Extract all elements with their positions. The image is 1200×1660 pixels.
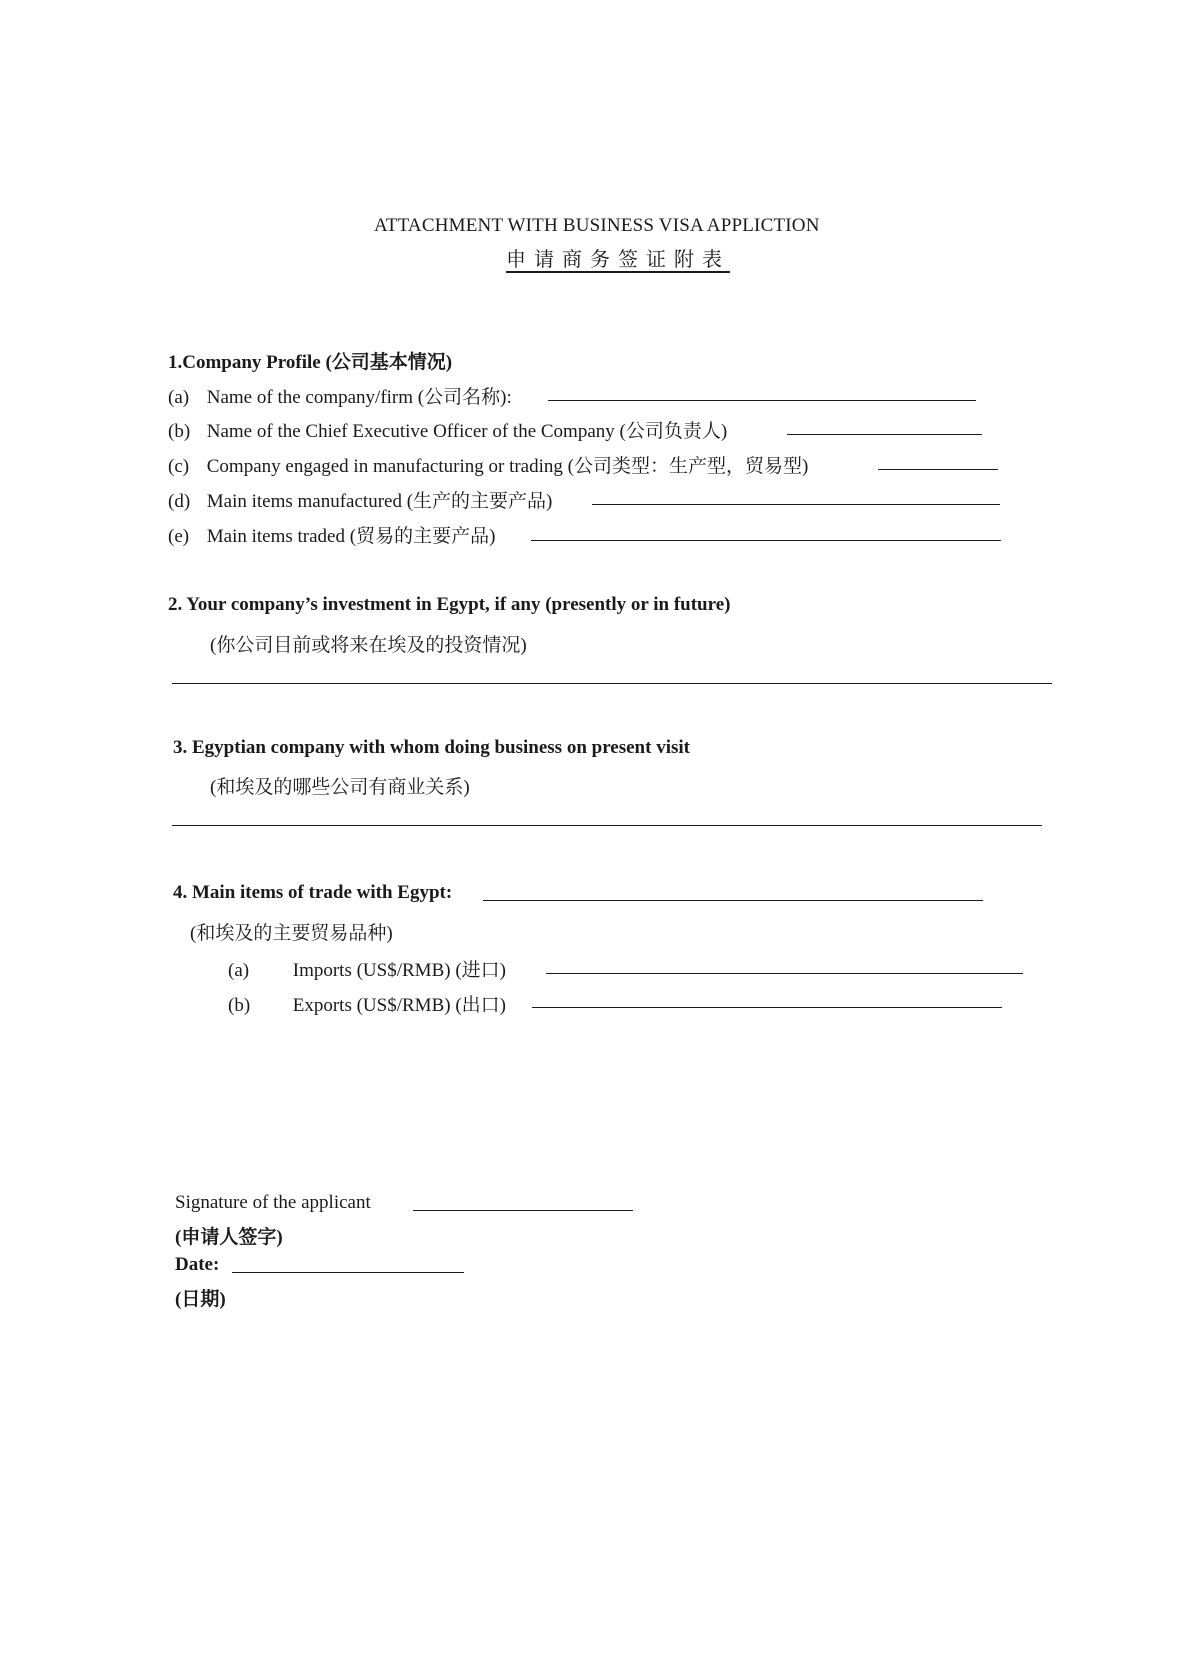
item-label: (c) (168, 456, 190, 477)
section3-heading: 3. Egyptian company with whom doing business on present visit (173, 737, 690, 758)
item-label: (e) (168, 526, 190, 547)
signature-field[interactable] (413, 1210, 633, 1211)
company-type-field[interactable] (878, 469, 998, 470)
imports-label: Imports (US$/RMB) (进口) (292, 960, 506, 981)
item-label: (b) (228, 995, 251, 1016)
date-label-cn: (日期) (175, 1289, 226, 1310)
exports-field[interactable] (532, 1007, 1002, 1008)
company-name-row (168, 382, 512, 409)
items-manufactured-label: Main items manufactured (生产的主要产品) (206, 491, 553, 512)
items-traded-label: Main items traded (贸易的主要产品) (206, 526, 496, 547)
imports-field[interactable] (546, 973, 1023, 974)
item-label: (b) (168, 421, 191, 442)
section3-subheading: (和埃及的哪些公司有商业关系) (210, 777, 470, 798)
section2-heading: 2. Your company’s investment in Egypt, if any (presently or in future) (168, 594, 731, 615)
company-name-field[interactable] (548, 400, 976, 401)
signature-label-cn: (申请人签字) (175, 1227, 283, 1248)
company-type-label: Company engaged in manufacturing or trading (公司类型：生产型，贸易型) (206, 456, 809, 477)
ceo-name-label: Name of the Chief Executive Officer of the Company (公司负责人) (206, 421, 728, 442)
section4-subheading: (和埃及的主要贸易品种) (190, 923, 393, 944)
company-name-label: Name of the company/firm (公司名称): (206, 387, 512, 408)
investment-field[interactable] (172, 683, 1052, 684)
ceo-name-row (168, 416, 727, 443)
trade-items-field[interactable] (483, 900, 983, 901)
form-title: ATTACHMENT WITH BUSINESS VISA APPLICTION (374, 215, 820, 236)
exports-row (228, 990, 506, 1017)
signature-label: Signature of the applicant (175, 1192, 371, 1213)
items-manufactured-row (168, 486, 552, 513)
items-traded-row (168, 521, 495, 548)
item-label: (a) (168, 387, 190, 408)
items-traded-field[interactable] (531, 540, 1001, 541)
items-manufactured-field[interactable] (592, 504, 1000, 505)
item-label: (a) (228, 960, 250, 981)
company-type-row (168, 451, 808, 478)
section2-subheading: (你公司目前或将来在埃及的投资情况) (210, 635, 527, 656)
date-field[interactable] (232, 1272, 464, 1273)
date-label: Date: (175, 1254, 220, 1275)
section4-heading: 4. Main items of trade with Egypt: (173, 882, 453, 903)
ceo-name-field[interactable] (787, 434, 982, 435)
section1-heading: 1.Company Profile (公司基本情况) (168, 352, 453, 373)
imports-row (228, 955, 506, 982)
egyptian-company-field[interactable] (172, 825, 1042, 826)
exports-label: Exports (US$/RMB) (出口) (292, 995, 506, 1016)
item-label: (d) (168, 491, 191, 512)
form-subtitle-cn: 申请商务签证附表 (506, 249, 730, 271)
